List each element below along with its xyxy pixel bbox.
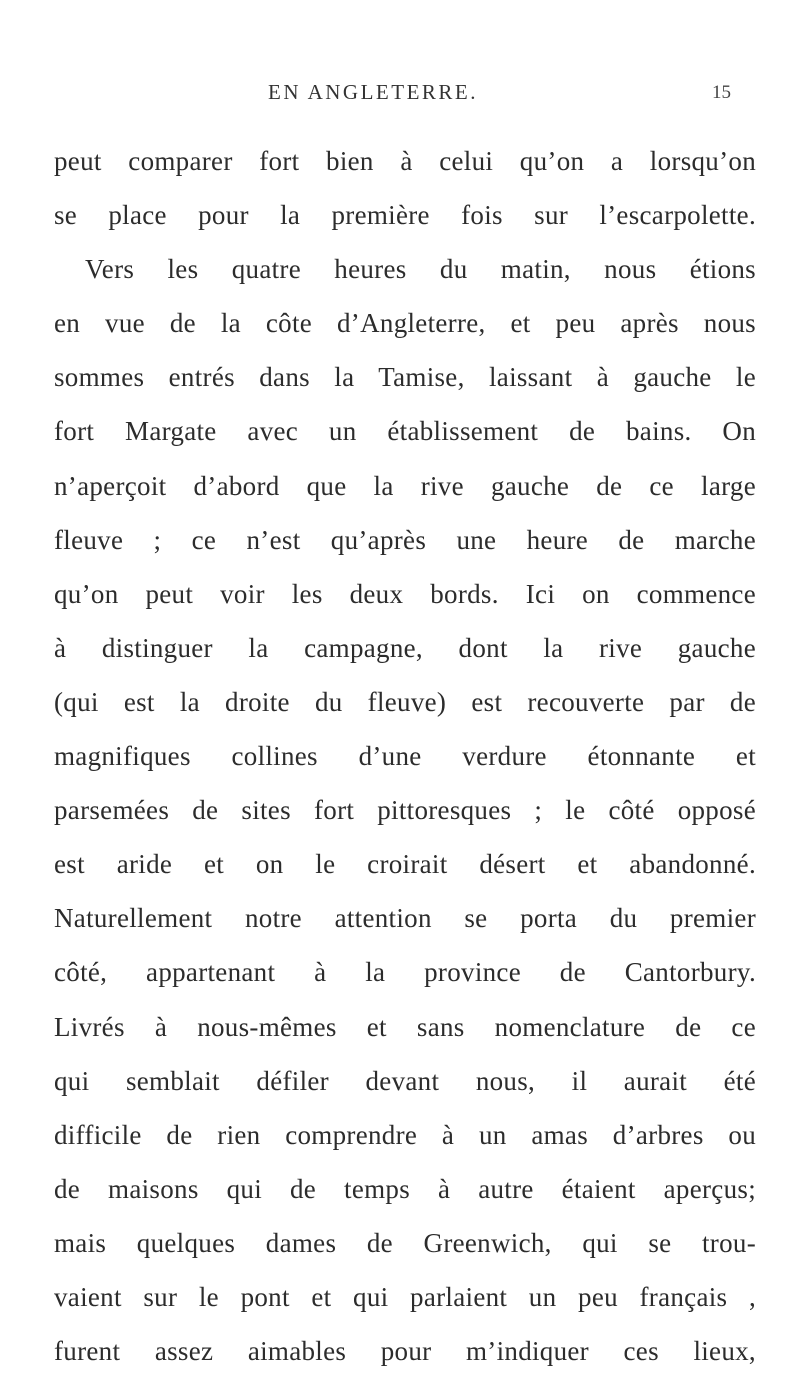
text-line: vaient sur le pont et qui parlaient un peu français , <box>54 1281 756 1312</box>
text-line: parsemées de sites fort pittoresques ; le côté opposé <box>54 795 756 826</box>
text-line: en vue de la côte d’Angleterre, et peu après nous <box>54 308 756 339</box>
text-line: qui semblait défiler devant nous, il aurait été <box>54 1065 756 1096</box>
running-head <box>0 80 800 110</box>
text-line: n’aperçoit d’abord que la rive gauche de ce large <box>54 470 756 501</box>
text-line: Livrés à nous-mêmes et sans nomenclature de ce <box>54 1011 756 1042</box>
text-line: peut comparer fort bien à celui qu’on a lorsqu’on <box>54 146 756 176</box>
text-line: de maisons qui de temps à autre étaient aperçus; <box>54 1173 756 1204</box>
text-line: côté, appartenant à la province de Cantorbury. <box>54 957 756 988</box>
text-line: se place pour la première fois sur l’escarpolette. <box>54 200 756 231</box>
paragraph-start-line: Vers les quatre heures du matin, nous étions <box>85 254 756 285</box>
text-line: est aride et on le croirait désert et abandonné. <box>54 849 756 880</box>
page-number: 15 <box>712 82 731 103</box>
text-line: Naturellement notre attention se porta du premier <box>54 903 756 934</box>
text-line: (qui est la droite du fleuve) est recouverte par de <box>54 686 756 717</box>
text-line: qu’on peut voir les deux bords. Ici on commence <box>54 578 756 609</box>
running-head-title: EN ANGLETERRE. <box>268 80 478 104</box>
text-line: fleuve ; ce n’est qu’après une heure de marche <box>54 524 756 555</box>
text-line: fort Margate avec un établissement de bains. On <box>54 416 756 447</box>
text-line: difficile de rien comprendre à un amas d’arbres ou <box>54 1119 756 1150</box>
text-line: furent assez aimables pour m’indiquer ces lieux, <box>54 1336 756 1367</box>
text-line: mais quelques dames de Greenwich, qui se trou- <box>54 1227 756 1258</box>
text-line: magnifiques collines d’une verdure étonnante et <box>54 741 756 772</box>
text-line: à distinguer la campagne, dont la rive gauche <box>54 632 756 663</box>
text-line: sommes entrés dans la Tamise, laissant à gauche le <box>54 362 756 393</box>
body-text <box>54 134 756 1378</box>
